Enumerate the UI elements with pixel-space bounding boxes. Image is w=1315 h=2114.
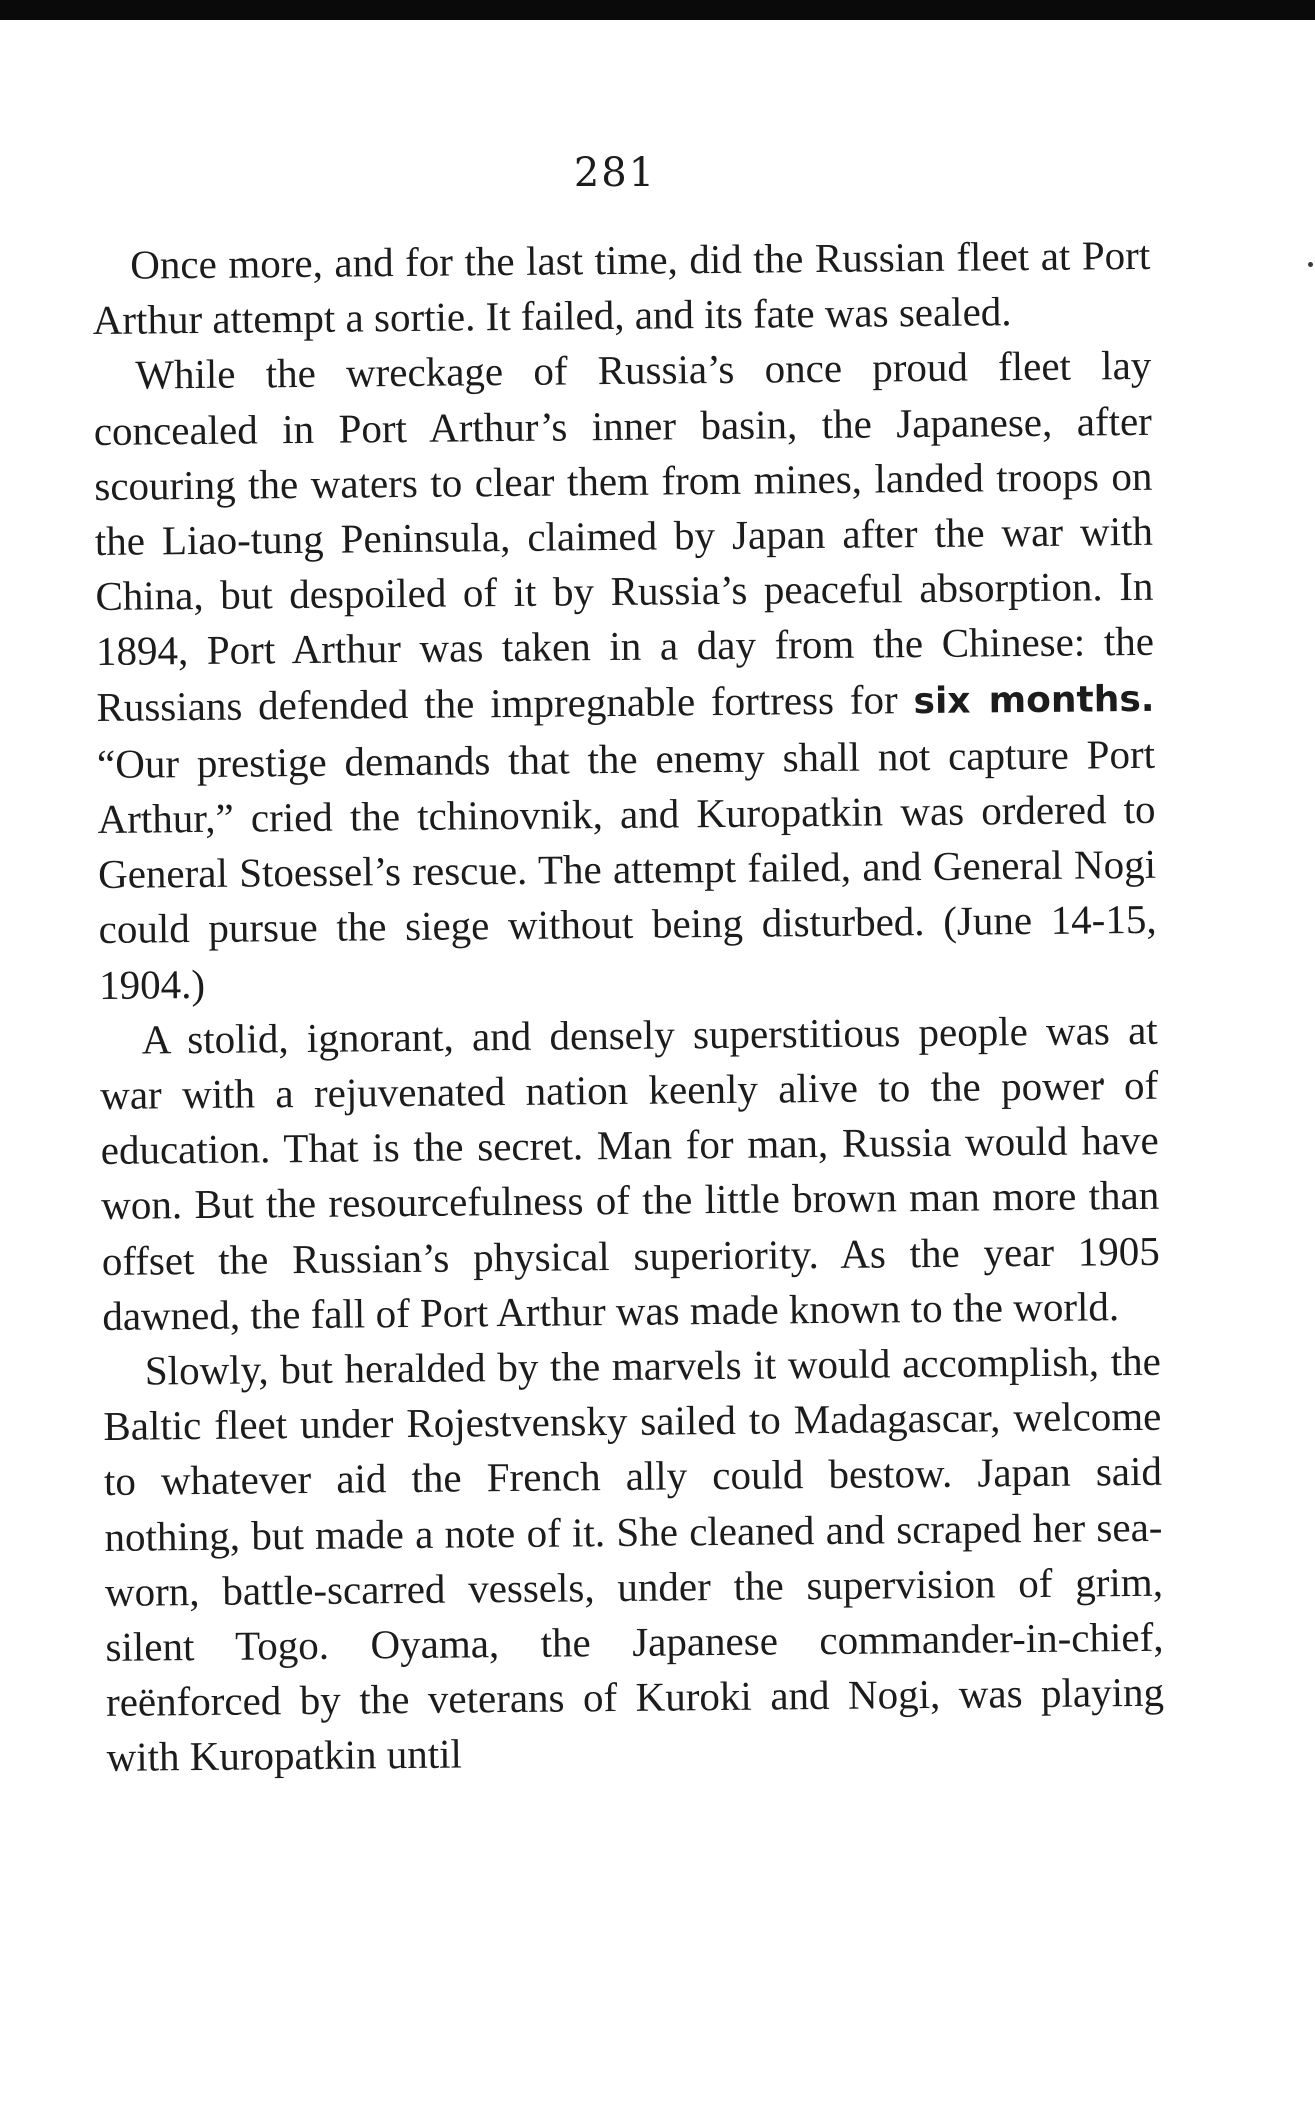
paragraph-4: Slowly, but heralded by the marvels it would accomplish, the Baltic fleet under Rojestvensky sailed to Madagascar, welcome to whatever aid the French ally could bestow. Japan said nothing, but made a note of it. She cleaned and scraped her sea-worn, battle-scarred vessels, under the supervision of grim, silent Togo. Oyama, the Japanese commander-in-chief, reënforced by the veterans of Kuroki and Nogi, was playing with Kuropatkin until <box>103 1337 1165 1781</box>
paragraph-3: A stolid, ignorant, and densely superstitious people was at war with a rejuvenated nation keenly alive to the power of education. That is the secret. Man for man, Russia would have won. But the resourcefulness of the little brown man more than offset the Russian’s physical superiority. As the year 1905 dawned, the fall of Port Arthur was made known to the world. <box>100 1006 1160 1339</box>
paragraph-2-text-before: While the wreckage of Russia’s once proud fleet lay concealed in Port Arthur’s inner basin, the Japanese, after scouring the waters to clear them from mines, landed troops on the Liao-tung Peninsula, claimed by Japan after the war with China, but despoiled of it by Russia’s peaceful absorption. In 1894, Port Arthur was taken in a day from the Chinese: the Russians defended the impregnable fortress for <box>93 342 1155 730</box>
paragraph-1: Once more, and for the last time, did the Russian fleet at Port Arthur attempt a sortie. It failed, and its fate was sealed. <box>92 231 1151 344</box>
paragraph-2 <box>93 338 1157 1013</box>
body-text <box>92 228 1165 1786</box>
scan-top-border <box>0 0 1315 20</box>
paragraph-2-text-after: “Our prestige demands that the enemy shall not capture Port Arthur,” cried the tchinovnik, and Kuropatkin was ordered to General Stoessel’s rescue. The attempt failed, and General Nogi could pursue the siege without being disturbed. (June 14-15, 1904.) <box>96 730 1157 1008</box>
scan-speck-right <box>1308 262 1313 267</box>
page-number: 281 <box>573 150 657 196</box>
bold-phrase: six months. <box>913 678 1155 722</box>
